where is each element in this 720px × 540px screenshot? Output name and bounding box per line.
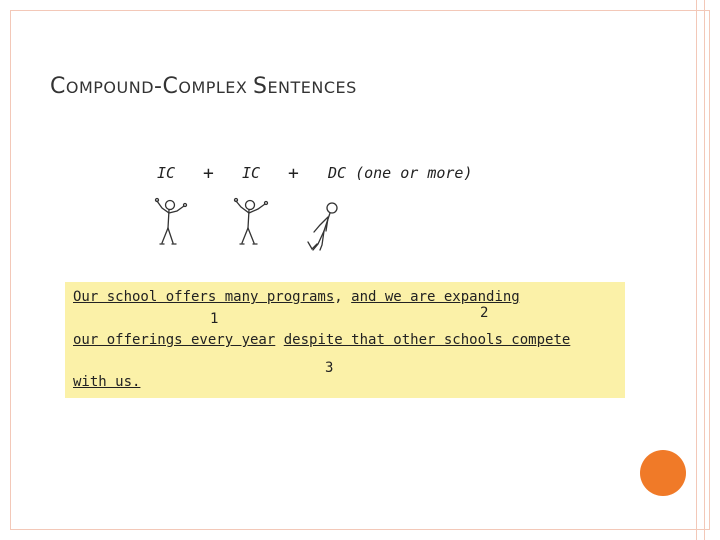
formula-plus-1: +: [203, 163, 214, 184]
example-line-1: Our school offers many programs, and we are expanding: [73, 289, 520, 305]
independent-clause-2-continued: our offerings every year: [73, 332, 276, 348]
frame-line-outer: [696, 0, 697, 540]
clause-number-3: 3: [325, 360, 334, 376]
formula-ic-1: IC: [157, 164, 176, 182]
dependent-clause-continued: with us.: [73, 374, 141, 390]
clause-number-1: 1: [210, 311, 219, 327]
independent-clause-1: Our school offers many programs: [73, 289, 335, 305]
clause-number-2: 2: [480, 305, 489, 321]
independent-clause-2: and we are expanding: [351, 289, 520, 305]
standing-figure-icon-2: [228, 196, 272, 248]
example-line-3: [73, 374, 140, 390]
standing-figure-icon-1: [148, 196, 192, 248]
example-line-2: [73, 332, 570, 348]
leaning-figure-icon: [300, 198, 344, 252]
formula-dc: DC (one or more): [328, 164, 473, 182]
formula-ic-2: IC: [242, 164, 261, 182]
slide-title: COMPOUND-COMPLEX SENTENCES: [50, 74, 357, 99]
frame-line-inner: [704, 0, 705, 540]
dependent-clause: despite that other schools compete: [283, 332, 571, 348]
decorative-circle: [640, 450, 686, 496]
formula-plus-2: +: [288, 163, 299, 184]
